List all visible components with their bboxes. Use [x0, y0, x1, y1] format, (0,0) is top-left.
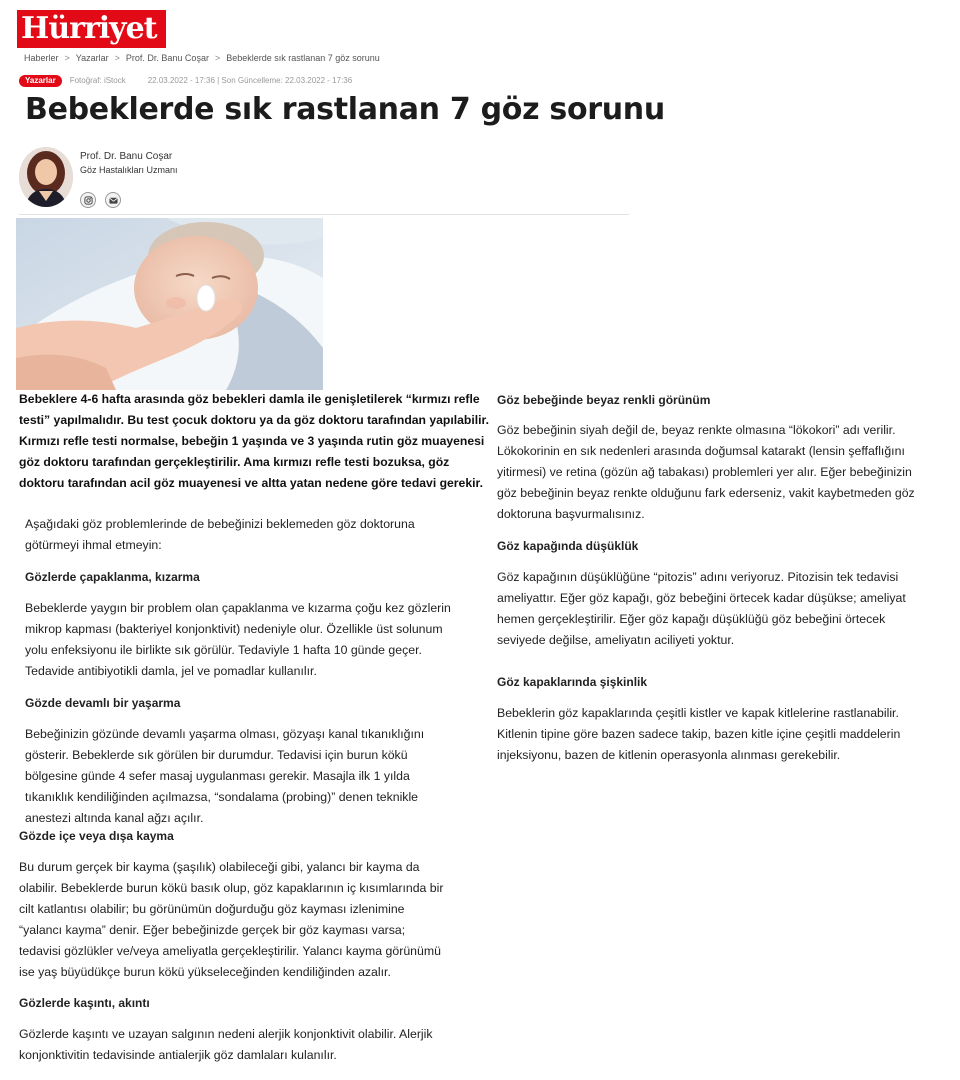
breadcrumb-separator: > — [214, 53, 221, 63]
body-line: Gözlerde kaşıntı ve uzayan salgının nedeni alerjik konjonktivit olabilir. Alerjik — [19, 1027, 433, 1041]
body-line: hemen gerçekleştirilir. Eğer göz kapağı düşüklüğü göz bebeğini örtecek — [497, 612, 886, 626]
section-body-sisklinlik — [497, 703, 900, 766]
body-line: Lökokorinin en sık nedenleri arasında doğumsal katarakt (lensin şeffaflığını — [497, 444, 905, 458]
section-heading-kasinti: Gözlerde kaşıntı, akıntı — [19, 996, 150, 1010]
body-line: Göz bebeğinin siyah değil de, beyaz renkte olmasına “lökokori” adı verilir. — [497, 423, 896, 437]
body-line: Bu durum gerçek bir kayma (şaşılık) olabileceği gibi, yalancı bir kayma da — [19, 860, 420, 874]
article-meta — [19, 74, 352, 87]
body-line: Bebeklerde yaygın bir problem olan çapaklanma ve kızarma çoğu kez gözlerin — [25, 601, 451, 615]
body-line: cilt katlantısı olabilir; bu görünümün doğurduğu göz kayması izlenimine — [19, 902, 405, 916]
intro-line: Kırmızı refle testi normalse, bebeğin 1 yaşında ve 3 yaşında rutin göz muayenesi — [19, 434, 485, 448]
section-body-yasarma — [25, 724, 424, 829]
body-line: “yalancı kayma” denir. Eğer bebeğinizde gerçek bir göz kayması varsa; — [19, 923, 406, 937]
lead-line: götürmeyi ihmal etmeyin: — [25, 538, 162, 552]
body-line: doktoruna başvurmalısınız. — [497, 507, 645, 521]
breadcrumb-item-yazarlar[interactable]: Yazarlar — [75, 53, 109, 63]
body-line: yolu enfeksiyonu ile birlikte sık görülür. Tedaviyle 1 hafta 10 günde geçer. — [25, 643, 422, 657]
breadcrumb-item-haberler[interactable]: Haberler — [24, 53, 59, 63]
section-body-kayma — [19, 857, 443, 983]
instagram-icon — [84, 196, 93, 205]
section-heading-kayma: Gözde içe veya dışa kayma — [19, 829, 174, 843]
publish-dates: 22.03.2022 - 17:36 | Son Güncelleme: 22.03.2022 - 17:36 — [147, 76, 353, 85]
baby-photo-image — [16, 218, 323, 390]
lead-line: Aşağıdaki göz problemlerinde de bebeğinizi beklemeden göz doktoruna — [25, 517, 415, 531]
body-line: yitirmesi) ve retina (gözün ağ tabakası) problemleri yer alır. Eğer bebeğinizin — [497, 465, 912, 479]
breadcrumb-separator: > — [64, 53, 70, 63]
section-body-beyaz-gorunum — [497, 420, 915, 525]
instagram-button[interactable] — [80, 192, 96, 208]
header-divider — [19, 214, 629, 215]
section-body-capaklanma — [25, 598, 451, 682]
body-line: seviyede değilse, ameliyatın aciliyeti yoktur. — [497, 633, 735, 647]
body-line: bölgesine günde 4 sefer masaj uygulanması gerekir. Masajla ilk 1 yılda — [25, 769, 410, 783]
body-line: olabilir. Bebeklerde burun kökü basık olup, göz kapaklarının iç kısımlarında bir — [19, 881, 444, 895]
category-badge[interactable]: Yazarlar — [19, 75, 62, 87]
breadcrumb — [24, 53, 380, 63]
photo-credit: Fotoğraf: iStock — [69, 76, 126, 85]
body-line: gösterir. Bebeklerde sık görülen bir durumdur. Tedavisi için burun kökü — [25, 748, 408, 762]
body-line: ameliyattır. Eğer göz kapağı, göz bebeğini örtecek kadar düşükse; ameliyat — [497, 591, 906, 605]
section-heading-sisklinlik: Göz kapaklarında şişkinlik — [497, 675, 648, 689]
body-line: Bebeklerin göz kapaklarında çeşitli kistler ve kapak kitlelerine rastlanabilir. — [497, 706, 899, 720]
body-line: göz bebeğinin beyaz renkte olduğunu fark ederseniz, vakit kaybetmeden göz — [497, 486, 915, 500]
author-name[interactable]: Prof. Dr. Banu Coşar — [80, 151, 173, 162]
breadcrumb-item-current: Bebeklerde sık rastlanan 7 göz sorunu — [226, 53, 380, 63]
section-body-kapak-dusuklugu — [497, 567, 906, 651]
section-heading-kapak-dusuklugu: Göz kapağında düşüklük — [497, 539, 639, 553]
intro-line: testi” yapılmalıdır. Bu test çocuk doktoru ya da göz doktoru tarafından yapılabilir. — [19, 413, 489, 427]
section-heading-capaklanma: Gözlerde çapaklanma, kızarma — [25, 570, 200, 584]
page-title: Bebeklerde sık rastlanan 7 göz sorunu — [25, 92, 665, 127]
body-line: konjonktivitin tedavisinde antialerjik göz damlaları kulanılır. — [19, 1048, 337, 1062]
mail-button[interactable] — [105, 192, 121, 208]
author-role: Göz Hastalıkları Uzmanı — [80, 165, 178, 175]
section-heading-yasarma: Gözde devamlı bir yaşarma — [25, 696, 181, 710]
lead-paragraph — [25, 514, 415, 556]
intro-paragraph — [19, 389, 489, 494]
author-avatar[interactable] — [19, 147, 73, 207]
intro-line: Bebeklere 4-6 hafta arasında göz bebekleri damla ile genişletilerek “kırmızı refle — [19, 392, 480, 406]
body-line: injeksiyonu, bazen de kitlenin operasyonla alınması gerekebilir. — [497, 748, 841, 762]
body-line: anestezi altında kanal ağzı açılır. — [25, 811, 204, 825]
body-line: tedavisi gözlükler ve/veya ameliyatla gerçekleştirilir. Yalancı kayma görünümü — [19, 944, 441, 958]
body-line: ise yaş büyüdükçe burun kökü yükseleceğinden kendiliğinden azalır. — [19, 965, 391, 979]
body-line: Göz kapağının düşüklüğüne “pitozis” adını veriyoruz. Pitozisin tek tedavisi — [497, 570, 899, 584]
section-heading-beyaz-gorunum: Göz bebeğinde beyaz renkli görünüm — [497, 393, 711, 407]
article-photo — [16, 218, 323, 390]
body-line: Tedavide antibiyotikli damla, jel ve pomadlar kullanılır. — [25, 664, 317, 678]
body-line: mikrop kapması (bakteriyel konjonktivit) nedeniyle olur. Özellikle üst solunum — [25, 622, 443, 636]
breadcrumb-item-author[interactable]: Prof. Dr. Banu Coşar — [125, 53, 209, 63]
mail-icon — [109, 196, 118, 205]
author-portrait-icon — [19, 147, 73, 207]
breadcrumb-separator: > — [114, 53, 120, 63]
body-line: Kitlenin tipine göre bazen sadece takip, bazen kitle içine çeşitli maddelerin — [497, 727, 901, 741]
hurriyet-logo[interactable]: Hürriyet — [17, 10, 166, 48]
section-body-kasinti — [19, 1024, 433, 1066]
body-line: tıkanıklık kendiliğinden açılmazsa, “sondalama (probing)” denen teknikle — [25, 790, 419, 804]
body-line: Bebeğinizin gözünde devamlı yaşarma olması, gözyaşı kanal tıkanıklığını — [25, 727, 425, 741]
intro-line: doktoru tarafından acil göz muayenesi ve altta yatan nedene göre tedavi gerekir. — [19, 476, 483, 490]
intro-line: göz doktoru tarafından gerçekleştirilir. Ama kırmızı refle testi bozuksa, göz — [19, 455, 450, 469]
